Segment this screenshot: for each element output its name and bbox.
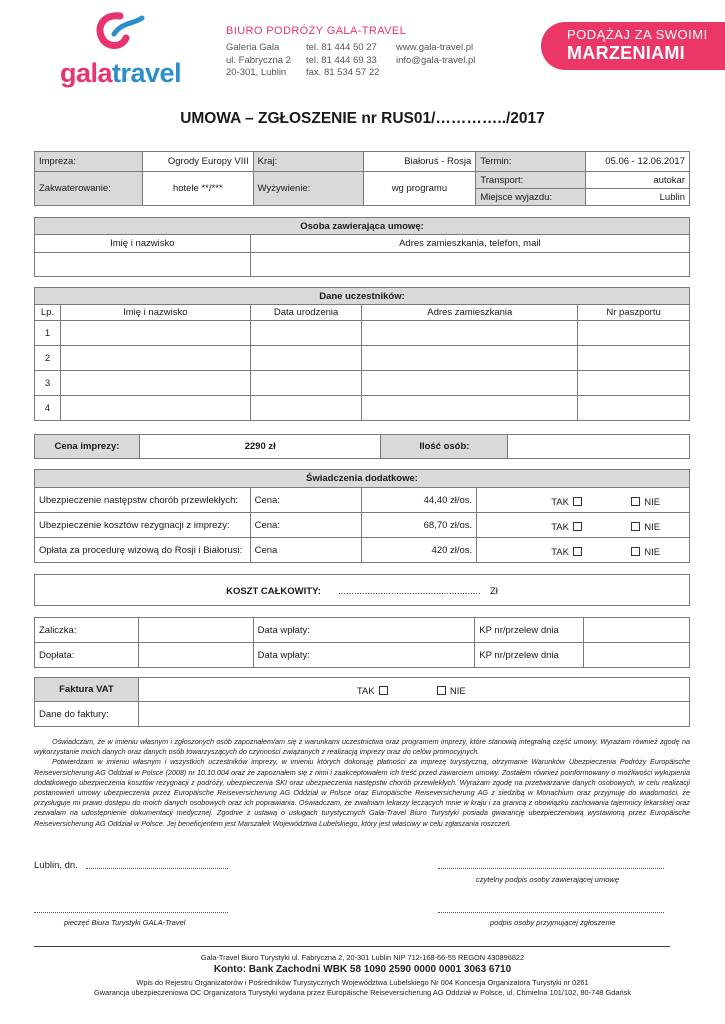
slogan-banner [541,22,725,70]
extra-price: 420 zł/os. [362,538,477,563]
extra-name: Ubezpieczenie kosztów rezygnacji z imprezy: [35,513,251,538]
participant-birthdate-field[interactable] [250,396,362,421]
website-link[interactable]: www.gala-travel.pl [396,42,474,53]
zakw-value: hotele **/*** [142,172,253,206]
phone-line: fax. 81 534 57 22 [306,67,380,78]
participant-name-field[interactable] [60,371,250,396]
zakw-label: Zakwaterowanie: [35,172,143,206]
vat-label: Faktura VAT [35,678,139,702]
payments-table [34,617,690,668]
logo-text: galatravel [60,58,182,88]
footer-guarantee: Gwarancja ubezpieczeniowa OC Organizatora Turystyki wydana przez Europäische Reiseversicherung AG Oddział w Polsce, ul. Chmielna 101/102, 80-748 Gdańsk [94,988,631,997]
extras-row [35,513,690,538]
kp-field[interactable] [584,643,690,668]
page-title: UMOWA – ZGŁOSZENIE nr RUS01/…………../2017 [180,110,545,127]
footer-divider [34,946,670,947]
vat-yes-checkbox[interactable] [379,686,388,695]
no-label: NIE [644,547,661,558]
extras-row [35,538,690,563]
participant-birthdate-field[interactable] [250,346,362,371]
col-name: Imię i nazwisko [60,305,250,321]
col-birthdate: Data urodzenia [250,305,362,321]
no-label: NIE [644,497,661,508]
extra-name: Ubezpieczenie następstw chorób przewlekłych: [35,488,251,513]
table-row [35,321,690,346]
legal-paragraph: Oświadczam, że w imieniu własnym i zgłoszonych osób zapoznałem/am się z warunkami uczestnictwa oraz programem imprezy, które stanowią integralną część umowy. Wyrażam również zgodę na wykorzystanie moich danych oraz danych osób towarzyszących do czynności związanych z realizacją imprezy oraz do celów promocyjnych. [34,737,690,757]
wyz-value: wg programu [363,172,476,206]
email-link[interactable]: info@gala-travel.pl [396,54,476,66]
extra-name: Opłata za procedurę wizową do Rosji i Białorusi: [35,538,251,563]
yes-label: TAK [551,497,569,508]
contractor-col-address: Adres zamieszkania, telefon, mail [250,235,689,253]
logo-swirl-icon [90,12,146,52]
persons-label: Ilość osób: [381,435,508,459]
contractor-table [34,217,690,277]
vat-yes-label: TAK [356,686,375,697]
yes-label: TAK [551,547,569,558]
contractor-address-field[interactable] [250,253,689,277]
impreza-value: Ogrody Europy VIII [142,152,253,172]
contractor-name-field[interactable] [35,253,251,277]
miejsce-value: Lublin [586,189,690,206]
address-line: 20-301, Lublin [226,67,287,78]
impreza-label: Impreza: [35,152,143,172]
participant-birthdate-field[interactable] [250,321,362,346]
persons-field[interactable] [508,435,690,459]
extras-row [35,488,690,513]
participant-passport-field[interactable] [578,371,690,396]
participants-table [34,287,690,421]
transport-label: Transport: [476,172,586,189]
data-wplaty-label: Data wpłaty: [253,643,475,668]
contractor-heading: Osoba zawierająca umowę: [35,218,690,235]
signature2-caption: podpis osoby przyjmującej zgłoszenie [490,918,616,927]
data-wplaty-label: Data wpłaty: [253,618,475,643]
address-line: Galeria Gala [226,42,280,53]
kp-label: KP nr/przelew dnia [475,643,584,668]
contractor-col-name: Imię i nazwisko [35,235,251,253]
legal-text [34,737,690,829]
participant-name-field[interactable] [60,321,250,346]
participant-passport-field[interactable] [578,396,690,421]
no-checkbox[interactable] [631,497,640,506]
no-label: NIE [644,522,661,533]
total-label: KOSZT CAŁKOWITY: [226,585,321,597]
table-row [35,396,690,421]
kp-label: KP nr/przelew dnia [475,618,584,643]
table-row [35,371,690,396]
doplata-label: Dopłata: [35,643,139,668]
termin-value: 05.06 - 12.06.2017 [586,152,690,172]
slogan-line1: PODĄŻAJ ZA SWOIMI [567,27,708,42]
participant-address-field[interactable] [362,321,578,346]
participant-address-field[interactable] [362,396,578,421]
participant-name-field[interactable] [60,346,250,371]
col-address: Adres zamieszkania [362,305,578,321]
miejsce-label: Miejsce wyjazdu: [476,189,586,206]
participant-address-field[interactable] [362,346,578,371]
footer-registry: Wpis do Rejestru Organizatorów i Pośredników Turystycznych Województwa Lubelskiego Nr 004 Koncesja Organizatora Turystyki nr 0261 [136,978,589,987]
stamp-field[interactable] [34,912,228,913]
extra-price-label: Cena [250,538,362,563]
kp-field[interactable] [584,618,690,643]
signature2-field[interactable] [438,912,664,913]
termin-label: Termin: [476,152,586,172]
footer-bank: Konto: Bank Zachodni WBK 58 1090 2590 0000 0001 3063 6710 [213,964,512,975]
participants-heading: Dane uczestników: [35,288,690,305]
company-name: BIURO PODRÓŻY GALA-TRAVEL [226,25,407,37]
total-table [34,574,690,606]
legal-paragraph: Potwierdzam w imieniu własnym i wszystkich uczestników imprezy, w imieniu których dokonuję płatności za imprezę turystyczną, otrzymanie Warunków Ubezpieczenia Podróży Europäische Reiseversicherung AG Oddział w Polsce (2008) nr 10.10.004 oraz że zapoznałem się z nimi i zaakceptowałem ich treść przed zawarciem umowy. Zostałem również poinformowany o możliwości wykupienia dodatkowego ubezpieczenia kosztów rezygnacji z podróży, ubezpieczenia SKI oraz ubezpieczenia następstw chorób przewlekłych. Wyrażam zgodę na przetwarzanie danych osobowych, w celu realizacji postanowień umowy ubezpieczenia przez Europäische Reiseversicherung AG Oddział w Polsce oraz Europäische Reiseversicherung AG z siedzibą w Monachium oraz przyjmuję do wiadomości, że przysługuje mi prawo dostępu do moich danych osobowych oraz ich poprawiania. Oświadczam, że zwalniam lekarzy leczących mnie w kraju i za granicą z obowiązku zachowania tajemnicy lekarskiej oraz zezwalam na udostępnienie dokumentacji medycznej. Zgodnie z ustawą o usługach turystycznych Gala-Travel Biuro Turystyki posiada gwarancję ubezpieczeniową wystawioną przez Europäische Reiseversicherung AG Oddział w Polsce. Jej beneficjentem jest Marszałek Województwa Lubelskiego, który jest właściwy w celu zgłaszania roszczeń. [34,757,690,828]
total-currency: Zł [489,585,498,597]
participant-name-field[interactable] [60,396,250,421]
header [0,0,725,100]
footer-company: Gala-Travel Biuro Turystyki ul. Fabryczna 2, 20-301 Lublin NIP 712-168-66-55 REGON 430896822 [200,953,525,962]
total-cell[interactable] [35,575,690,606]
yes-checkbox[interactable] [573,497,582,506]
zaliczka-label: Zaliczka: [35,618,139,643]
row-number: 2 [35,346,61,371]
participant-passport-field[interactable] [578,321,690,346]
invoice-data-field[interactable] [138,702,689,727]
date-field[interactable] [86,868,228,869]
total-dots: ...................................................... [338,585,481,597]
stamp-caption: pieczęć Biura Turystyki GALA-Travel [64,918,186,927]
zaliczka-field[interactable] [138,618,253,643]
participant-passport-field[interactable] [578,346,690,371]
signature1-field[interactable] [438,868,664,869]
price-value: 2290 zł [139,435,381,459]
kraj-label: Kraj: [253,152,363,172]
table-row [35,346,690,371]
phone-line: tel. 81 444 50 27 [306,42,377,53]
col-lp: Lp. [35,305,61,321]
extras-heading: Świadczenia dodatkowe: [35,470,690,488]
kraj-value: Białoruś - Rosja [363,152,476,172]
transport-value: autokar [586,172,690,189]
invoice-data-label: Dane do faktury: [35,702,139,727]
vat-no-label: NIE [449,686,466,697]
phone-line: tel. 81 444 69 33 [306,54,377,66]
col-passport: Nr paszportu [578,305,690,321]
place-date-label: Lublin, dn. [34,860,78,871]
price-table [34,434,690,459]
trip-table [34,151,690,206]
vat-no-checkbox[interactable] [437,686,446,695]
extra-price-label: Cena: [250,513,362,538]
price-label: Cena imprezy: [35,435,140,459]
yes-label: TAK [551,522,569,533]
yes-checkbox[interactable] [573,522,582,531]
vat-table [34,677,690,727]
participant-address-field[interactable] [362,371,578,396]
extras-table [34,469,690,563]
extra-price: 44,40 zł/os. [362,488,477,513]
doplata-field[interactable] [138,643,253,668]
row-number: 1 [35,321,61,346]
yes-checkbox[interactable] [573,547,582,556]
no-checkbox[interactable] [631,522,640,531]
row-number: 3 [35,371,61,396]
no-checkbox[interactable] [631,547,640,556]
signature1-caption: czytelny podpis osoby zawierającej umowę [476,875,619,884]
address-line: ul. Fabryczna 2 [226,54,291,66]
participant-birthdate-field[interactable] [250,371,362,396]
slogan-line2: MARZENIAMI [567,43,685,63]
row-number: 4 [35,396,61,421]
extra-price: 68,70 zł/os. [362,513,477,538]
wyz-label: Wyżywienie: [253,172,363,206]
logo [60,12,190,90]
extra-price-label: Cena: [250,488,362,513]
